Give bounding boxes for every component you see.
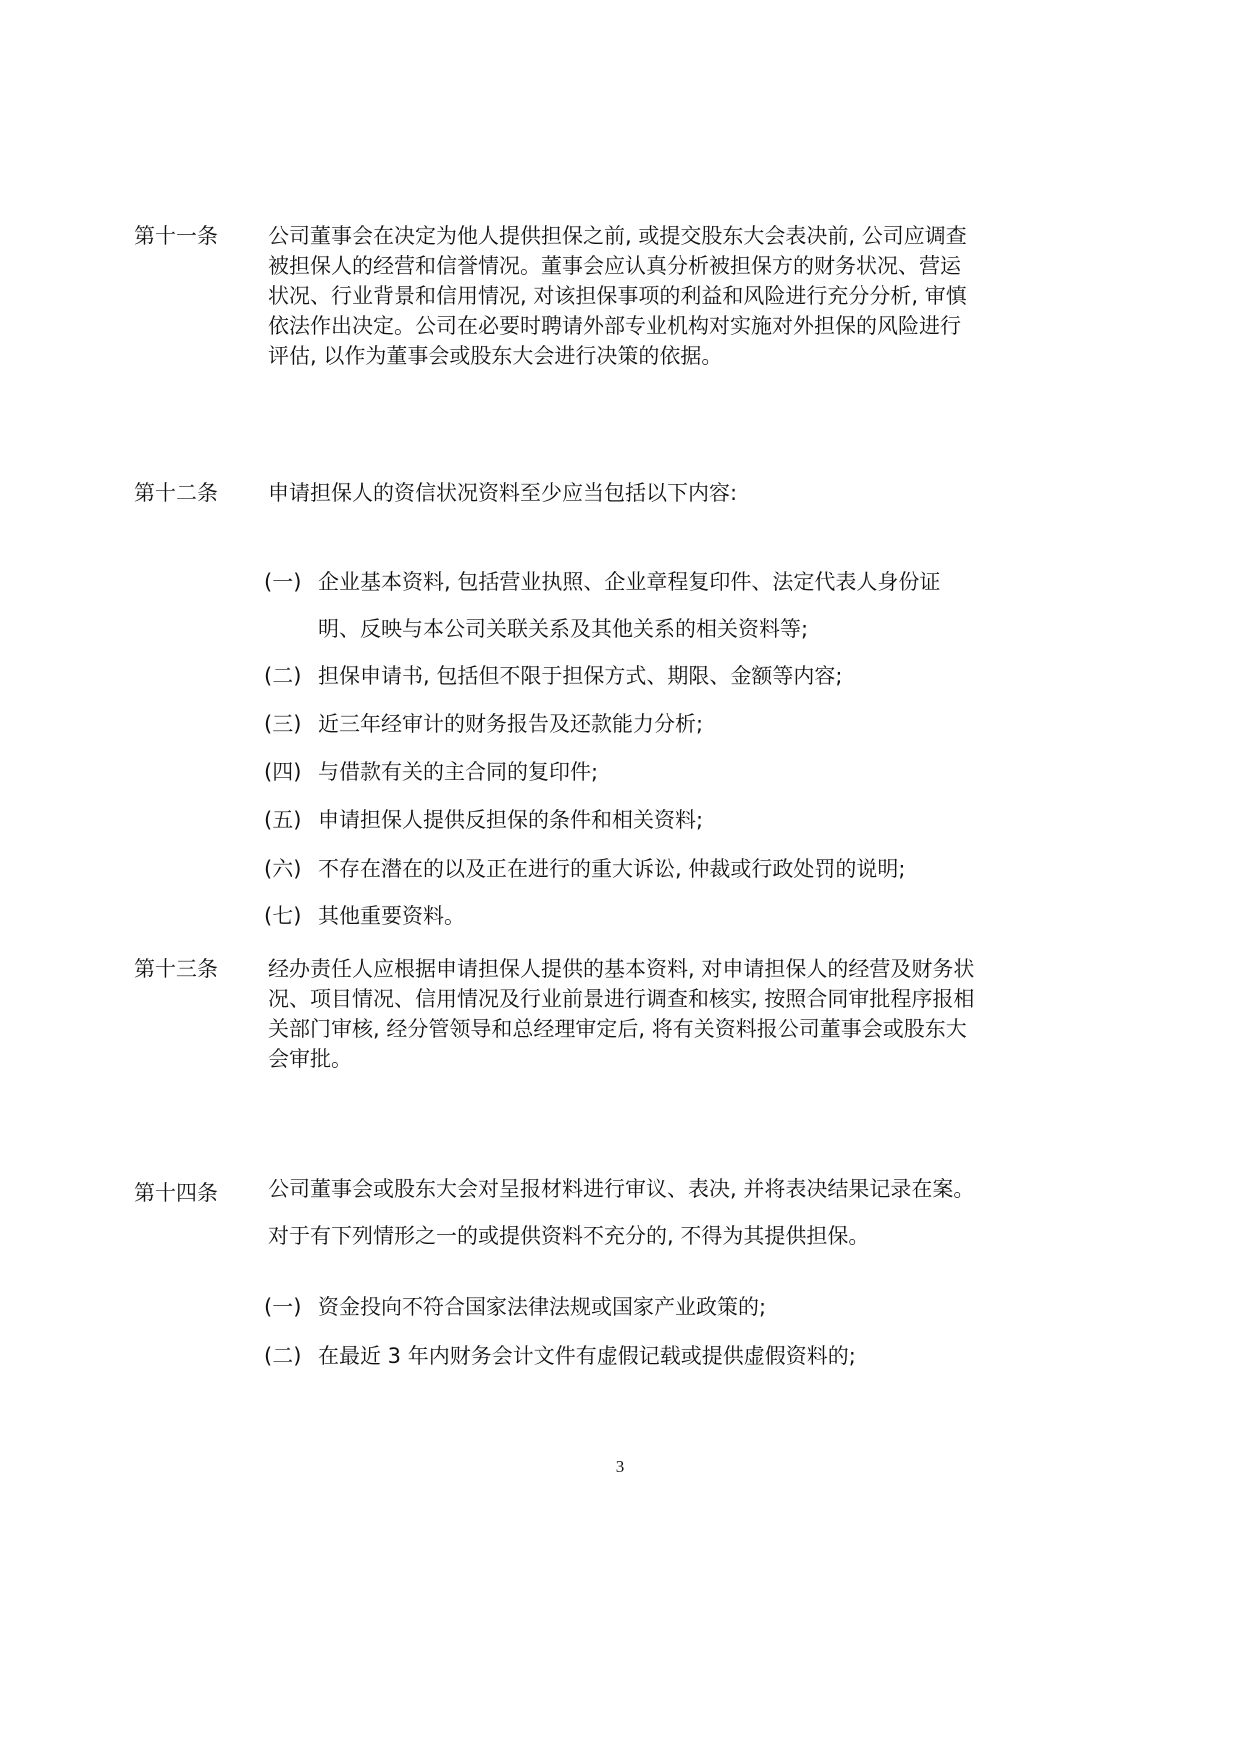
item-text: 明、反映与本公司关联关系及其他关系的相关资料等; [318, 617, 809, 641]
article-label: 第十三条 [134, 957, 218, 981]
item-text: 担保申请书, 包括但不限于担保方式、期限、金额等内容; [318, 664, 843, 688]
text-line: 公司董事会或股东大会对呈报材料进行审议、表决, 并将表决结果记录在案。 [268, 1177, 975, 1201]
text-line: 评估, 以作为董事会或股东大会进行决策的依据。 [268, 344, 723, 368]
item-text: 申请担保人提供反担保的条件和相关资料; [318, 808, 704, 832]
item-text: 在最近 3 年内财务会计文件有虚假记载或提供虚假资料的; [318, 1344, 856, 1368]
item-text: 资金投向不符合国家法律法规或国家产业政策的; [318, 1295, 767, 1319]
item-text: 不存在潜在的以及正在进行的重大诉讼, 仲裁或行政处罚的说明; [318, 857, 906, 881]
item-marker: (二) [264, 1344, 302, 1368]
text-line: 状况、行业背景和信用情况, 对该担保事项的利益和风险进行充分分析, 审慎 [268, 284, 967, 308]
item-marker: (四) [264, 760, 302, 784]
item-marker: (一) [264, 1295, 302, 1319]
item-marker: (六) [264, 857, 302, 881]
item-marker: (一) [264, 570, 302, 594]
item-text: 近三年经审计的财务报告及还款能力分析; [318, 712, 704, 736]
page-number: 3 [615, 1457, 625, 1476]
article-label: 第十四条 [134, 1181, 218, 1205]
article-label: 第十二条 [134, 481, 218, 505]
text-line: 经办责任人应根据申请担保人提供的基本资料, 对申请担保人的经营及财务状 [268, 957, 975, 981]
text-line: 会审批。 [268, 1047, 352, 1071]
text-line: 公司董事会在决定为他人提供担保之前, 或提交股东大会表决前, 公司应调查 [268, 224, 967, 248]
article-label: 第十一条 [134, 224, 218, 248]
item-marker: (七) [264, 904, 302, 928]
item-text: 与借款有关的主合同的复印件; [318, 760, 599, 784]
text-line: 况、项目情况、信用情况及行业前景进行调查和核实, 按照合同审批程序报相 [268, 987, 975, 1011]
item-marker: (五) [264, 808, 302, 832]
text-line: 依法作出决定。公司在必要时聘请外部专业机构对实施对外担保的风险进行 [268, 314, 961, 338]
text-line: 对于有下列情形之一的或提供资料不充分的, 不得为其提供担保。 [268, 1224, 870, 1248]
item-marker: (二) [264, 664, 302, 688]
text-line: 关部门审核, 经分管领导和总经理审定后, 将有关资料报公司董事会或股东大 [268, 1017, 967, 1041]
text-line: 被担保人的经营和信誉情况。董事会应认真分析被担保方的财务状况、营运 [268, 254, 961, 278]
item-marker: (三) [264, 712, 302, 736]
item-text: 企业基本资料, 包括营业执照、企业章程复印件、法定代表人身份证 [318, 570, 941, 594]
text-line: 申请担保人的资信状况资料至少应当包括以下内容: [268, 481, 738, 505]
item-text: 其他重要资料。 [318, 904, 465, 928]
